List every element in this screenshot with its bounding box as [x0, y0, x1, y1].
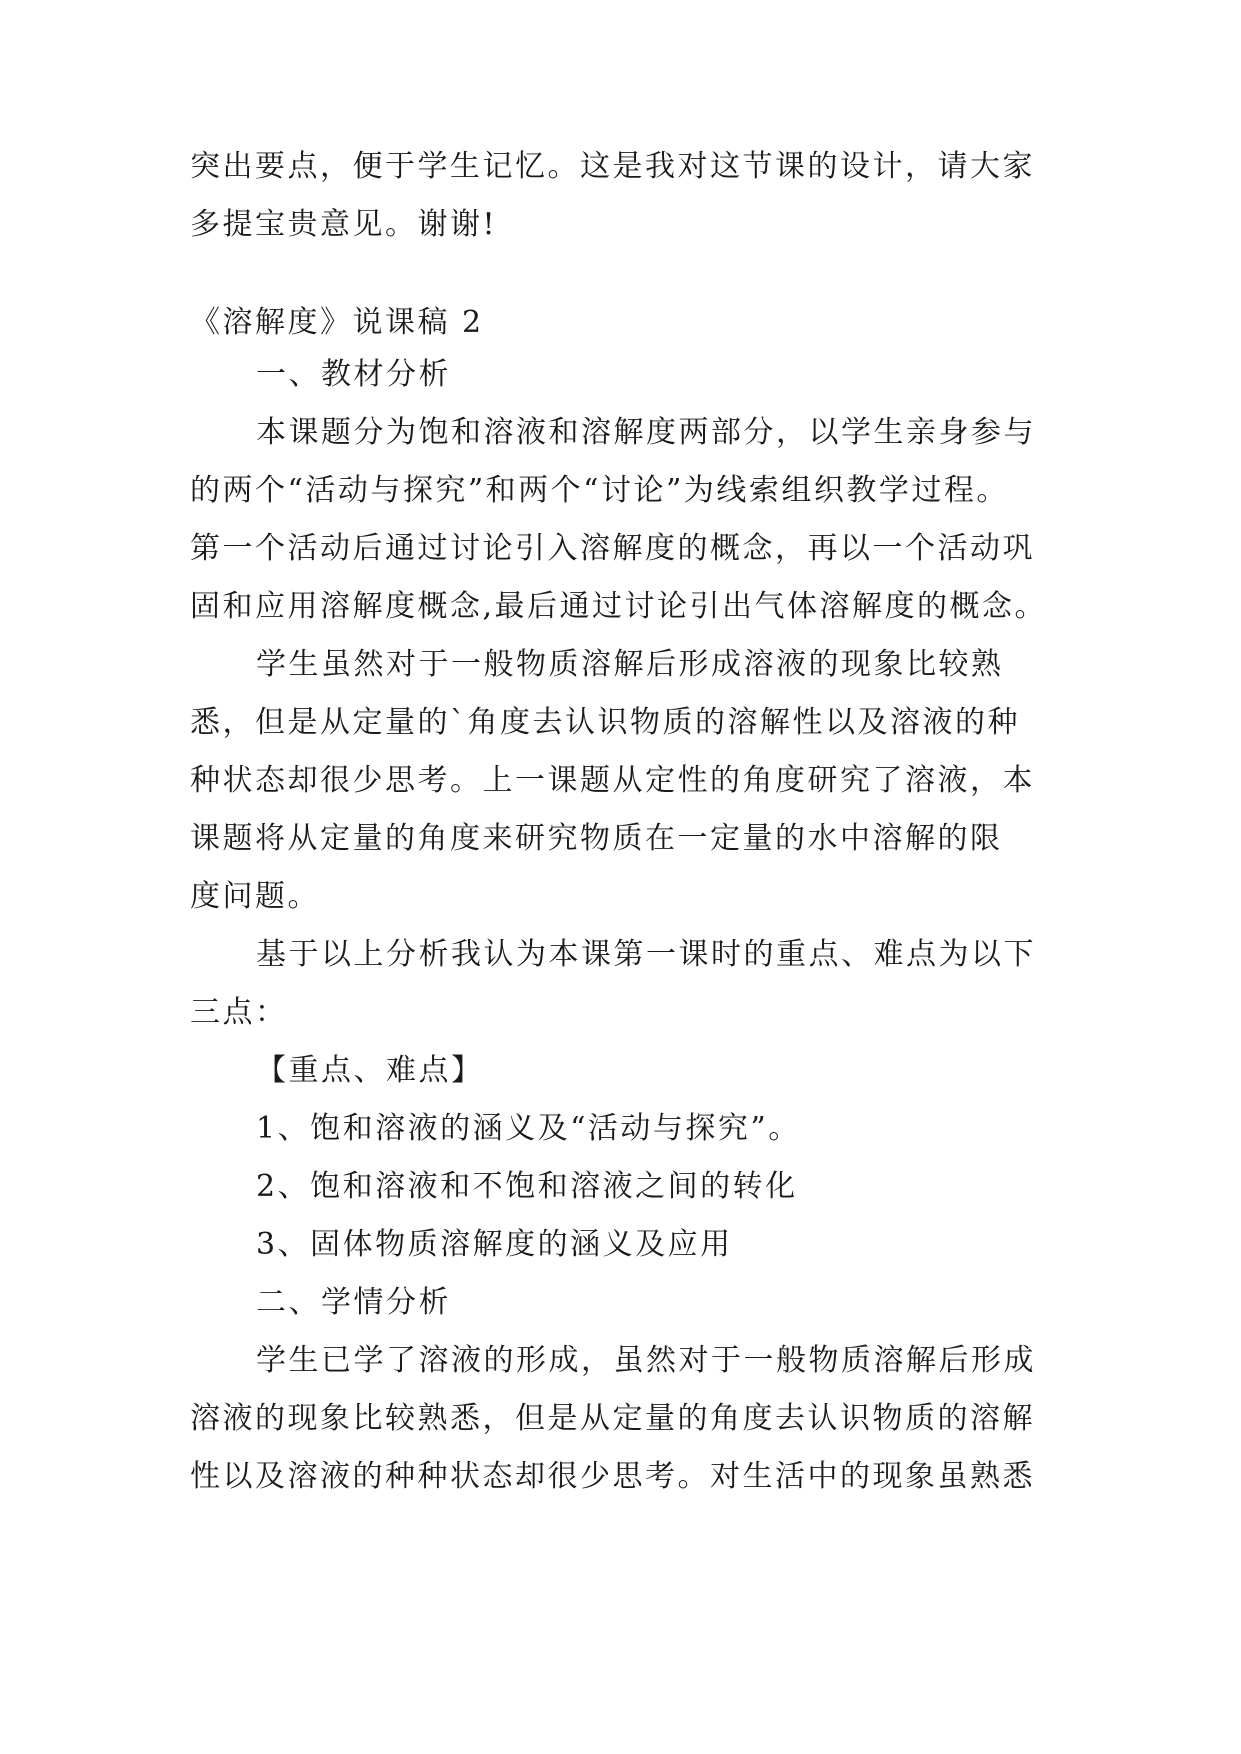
text-line: 突出要点，便于学生记忆。这是我对这节课的设计，请大家 — [190, 149, 1035, 184]
text-line: 多提宝贵意见。谢谢! — [190, 207, 498, 242]
text-line: 度问题。 — [190, 879, 320, 914]
list-item: 2、饱和溶液和不饱和溶液之间的转化 — [256, 1169, 798, 1204]
section-heading: 二、学情分析 — [256, 1285, 451, 1320]
section1 — [190, 346, 1060, 1506]
list-item: 1、饱和溶液的涵义及“活动与探究”。 — [256, 1111, 801, 1146]
text-line: 溶液的现象比较熟悉，但是从定量的角度去认识物质的溶解 — [190, 1401, 1035, 1436]
text-line: 的两个“活动与探究”和两个“讨论”为线索组织教学过程。 — [190, 473, 1009, 508]
text-line: 固和应用溶解度概念,最后通过讨论引出气体溶解度的概念。 — [190, 589, 1048, 624]
list-item: 3、固体物质溶解度的涵义及应用 — [256, 1227, 733, 1262]
text-line: 基于以上分析我认为本课第一课时的重点、难点为以下 — [256, 937, 1036, 972]
doc-title: 《溶解度》说课稿 2 — [190, 305, 484, 340]
text-line: 课题将从定量的角度来研究物质在一定量的水中溶解的限 — [190, 821, 1003, 856]
text-line: 本课题分为饱和溶液和溶解度两部分，以学生亲身参与 — [256, 415, 1036, 450]
text-line: 学生已学了溶液的形成，虽然对于一般物质溶解后形成 — [256, 1343, 1036, 1378]
text-line: 第一个活动后通过讨论引入溶解度的概念，再以一个活动巩 — [190, 531, 1035, 566]
text-line: 性以及溶液的种种状态却很少思考。对生活中的现象虽熟悉 — [190, 1459, 1035, 1494]
text-line: 学生虽然对于一般物质溶解后形成溶液的现象比较熟 — [256, 647, 1004, 682]
title — [190, 294, 1060, 352]
text-line: 三点： — [190, 995, 288, 1030]
section-heading: 一、教材分析 — [256, 357, 451, 392]
text-line: 种状态却很少思考。上一课题从定性的角度研究了溶液，本 — [190, 763, 1035, 798]
intro-paragraph — [190, 138, 1060, 254]
key-points-heading: 【重点、难点】 — [256, 1053, 484, 1088]
text-line: 悉，但是从定量的`角度去认识物质的溶解性以及溶液的种 — [190, 705, 1020, 740]
